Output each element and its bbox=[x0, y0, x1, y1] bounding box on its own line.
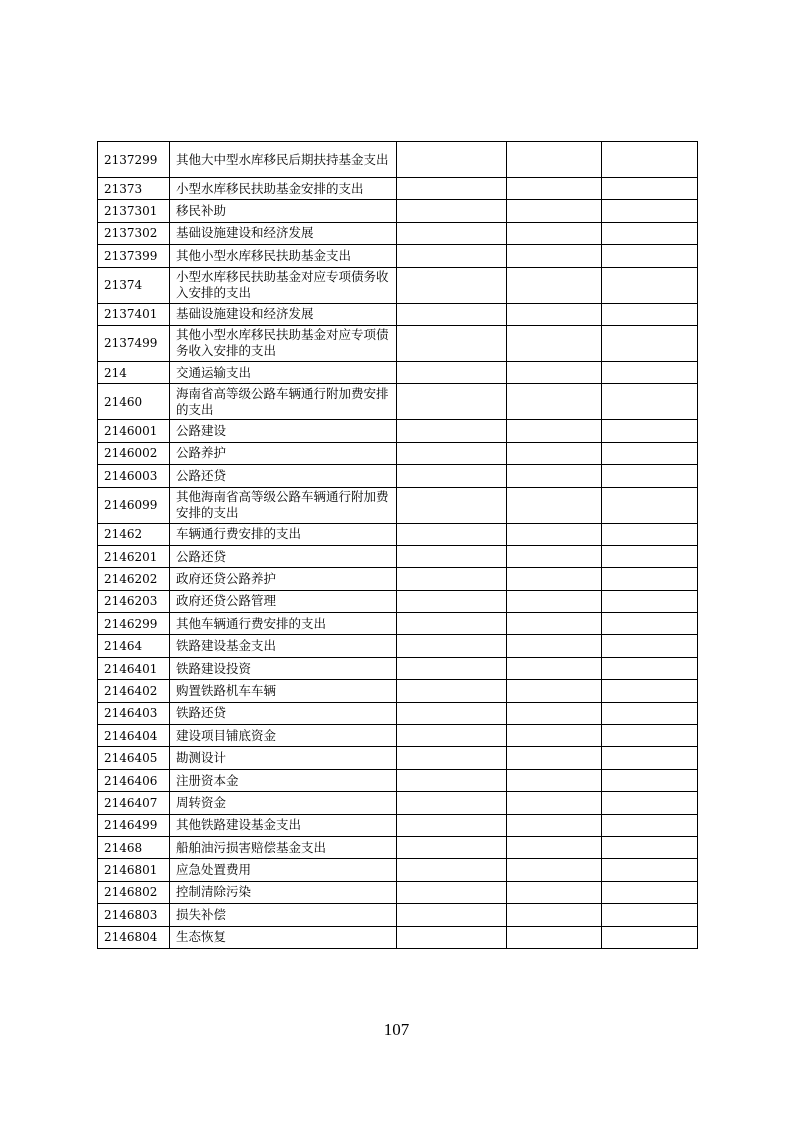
empty-cell bbox=[602, 384, 698, 420]
row-name: 政府还贷公路养护 bbox=[170, 568, 397, 590]
empty-cell bbox=[507, 657, 602, 679]
row-name: 购置铁路机车车辆 bbox=[170, 680, 397, 702]
empty-cell bbox=[602, 769, 698, 791]
row-name: 船舶油污损害赔偿基金支出 bbox=[170, 836, 397, 858]
row-name: 交通运输支出 bbox=[170, 361, 397, 383]
row-code: 2146401 bbox=[98, 657, 170, 679]
table-row bbox=[98, 769, 698, 791]
row-name: 其他小型水库移民扶助基金对应专项债务收入安排的支出 bbox=[170, 325, 397, 361]
table-row bbox=[98, 142, 698, 178]
row-name: 基础设施建设和经济发展 bbox=[170, 222, 397, 244]
empty-cell bbox=[397, 568, 507, 590]
row-name: 小型水库移民扶助基金安排的支出 bbox=[170, 178, 397, 200]
empty-cell bbox=[602, 904, 698, 926]
table-row bbox=[98, 384, 698, 420]
empty-cell bbox=[397, 590, 507, 612]
row-code: 21468 bbox=[98, 836, 170, 858]
empty-cell bbox=[507, 747, 602, 769]
row-code: 2137301 bbox=[98, 200, 170, 222]
row-name: 勘测设计 bbox=[170, 747, 397, 769]
empty-cell bbox=[602, 361, 698, 383]
row-code: 2137499 bbox=[98, 325, 170, 361]
row-code: 2146201 bbox=[98, 545, 170, 567]
empty-cell bbox=[397, 487, 507, 523]
table-row bbox=[98, 222, 698, 244]
row-code: 2146405 bbox=[98, 747, 170, 769]
row-code: 21464 bbox=[98, 635, 170, 657]
empty-cell bbox=[507, 725, 602, 747]
row-name: 公路养护 bbox=[170, 442, 397, 464]
row-code: 2146404 bbox=[98, 725, 170, 747]
row-name: 其他铁路建设基金支出 bbox=[170, 814, 397, 836]
table-row bbox=[98, 859, 698, 881]
empty-cell bbox=[507, 523, 602, 545]
empty-cell bbox=[507, 420, 602, 442]
row-code: 21462 bbox=[98, 523, 170, 545]
row-code: 2137299 bbox=[98, 142, 170, 178]
row-code: 2146801 bbox=[98, 859, 170, 881]
empty-cell bbox=[602, 657, 698, 679]
row-name: 控制清除污染 bbox=[170, 881, 397, 903]
table-body bbox=[98, 142, 698, 949]
empty-cell bbox=[602, 680, 698, 702]
empty-cell bbox=[507, 303, 602, 325]
empty-cell bbox=[507, 325, 602, 361]
empty-cell bbox=[507, 267, 602, 303]
row-code: 2146804 bbox=[98, 926, 170, 948]
empty-cell bbox=[602, 487, 698, 523]
empty-cell bbox=[397, 523, 507, 545]
empty-cell bbox=[602, 814, 698, 836]
row-code: 2146802 bbox=[98, 881, 170, 903]
row-name: 移民补助 bbox=[170, 200, 397, 222]
empty-cell bbox=[507, 384, 602, 420]
empty-cell bbox=[602, 702, 698, 724]
empty-cell bbox=[602, 200, 698, 222]
empty-cell bbox=[507, 859, 602, 881]
empty-cell bbox=[507, 680, 602, 702]
row-name: 注册资本金 bbox=[170, 769, 397, 791]
empty-cell bbox=[507, 361, 602, 383]
row-code: 2146003 bbox=[98, 465, 170, 487]
table-row bbox=[98, 904, 698, 926]
row-name: 小型水库移民扶助基金对应专项债务收入安排的支出 bbox=[170, 267, 397, 303]
empty-cell bbox=[507, 926, 602, 948]
row-code: 2146402 bbox=[98, 680, 170, 702]
empty-cell bbox=[397, 303, 507, 325]
table-row bbox=[98, 361, 698, 383]
row-name: 生态恢复 bbox=[170, 926, 397, 948]
empty-cell bbox=[602, 792, 698, 814]
empty-cell bbox=[397, 200, 507, 222]
empty-cell bbox=[397, 361, 507, 383]
row-name: 公路建设 bbox=[170, 420, 397, 442]
empty-cell bbox=[397, 747, 507, 769]
empty-cell bbox=[397, 442, 507, 464]
empty-cell bbox=[602, 613, 698, 635]
table-row bbox=[98, 590, 698, 612]
empty-cell bbox=[602, 635, 698, 657]
empty-cell bbox=[397, 725, 507, 747]
empty-cell bbox=[507, 465, 602, 487]
empty-cell bbox=[602, 245, 698, 267]
empty-cell bbox=[602, 568, 698, 590]
empty-cell bbox=[602, 881, 698, 903]
table-row bbox=[98, 792, 698, 814]
empty-cell bbox=[507, 836, 602, 858]
row-code: 21373 bbox=[98, 178, 170, 200]
empty-cell bbox=[397, 814, 507, 836]
empty-cell bbox=[507, 881, 602, 903]
table-row bbox=[98, 702, 698, 724]
row-name: 公路还贷 bbox=[170, 465, 397, 487]
empty-cell bbox=[507, 142, 602, 178]
empty-cell bbox=[602, 836, 698, 858]
table-row bbox=[98, 613, 698, 635]
row-code: 2146002 bbox=[98, 442, 170, 464]
empty-cell bbox=[397, 836, 507, 858]
empty-cell bbox=[507, 545, 602, 567]
row-code: 2146299 bbox=[98, 613, 170, 635]
empty-cell bbox=[397, 222, 507, 244]
row-code: 2146403 bbox=[98, 702, 170, 724]
row-name: 其他小型水库移民扶助基金支出 bbox=[170, 245, 397, 267]
table-row bbox=[98, 487, 698, 523]
row-code: 2146099 bbox=[98, 487, 170, 523]
empty-cell bbox=[397, 245, 507, 267]
row-name: 其他车辆通行费安排的支出 bbox=[170, 613, 397, 635]
empty-cell bbox=[397, 384, 507, 420]
empty-cell bbox=[397, 420, 507, 442]
row-name: 政府还贷公路管理 bbox=[170, 590, 397, 612]
row-name: 建设项目铺底资金 bbox=[170, 725, 397, 747]
empty-cell bbox=[602, 267, 698, 303]
empty-cell bbox=[602, 859, 698, 881]
empty-cell bbox=[507, 245, 602, 267]
row-code: 2137401 bbox=[98, 303, 170, 325]
table-row bbox=[98, 442, 698, 464]
table-row bbox=[98, 545, 698, 567]
empty-cell bbox=[602, 420, 698, 442]
row-code: 21460 bbox=[98, 384, 170, 420]
row-name: 铁路建设投资 bbox=[170, 657, 397, 679]
row-name: 其他大中型水库移民后期扶持基金支出 bbox=[170, 142, 397, 178]
table-row bbox=[98, 635, 698, 657]
empty-cell bbox=[602, 465, 698, 487]
empty-cell bbox=[602, 725, 698, 747]
row-name: 铁路还贷 bbox=[170, 702, 397, 724]
empty-cell bbox=[397, 769, 507, 791]
page-number: 107 bbox=[383, 1020, 410, 1039]
row-code: 21374 bbox=[98, 267, 170, 303]
empty-cell bbox=[507, 635, 602, 657]
empty-cell bbox=[397, 325, 507, 361]
empty-cell bbox=[397, 657, 507, 679]
table-row bbox=[98, 836, 698, 858]
empty-cell bbox=[507, 487, 602, 523]
row-code: 214 bbox=[98, 361, 170, 383]
empty-cell bbox=[397, 792, 507, 814]
row-code: 2146203 bbox=[98, 590, 170, 612]
empty-cell bbox=[602, 747, 698, 769]
empty-cell bbox=[397, 881, 507, 903]
table-row bbox=[98, 267, 698, 303]
empty-cell bbox=[602, 142, 698, 178]
row-name: 损失补偿 bbox=[170, 904, 397, 926]
empty-cell bbox=[602, 590, 698, 612]
empty-cell bbox=[602, 926, 698, 948]
empty-cell bbox=[397, 859, 507, 881]
row-name: 海南省高等级公路车辆通行附加费安排的支出 bbox=[170, 384, 397, 420]
empty-cell bbox=[602, 222, 698, 244]
row-name: 铁路建设基金支出 bbox=[170, 635, 397, 657]
empty-cell bbox=[507, 769, 602, 791]
empty-cell bbox=[507, 814, 602, 836]
row-code: 2146406 bbox=[98, 769, 170, 791]
empty-cell bbox=[507, 702, 602, 724]
table-row bbox=[98, 178, 698, 200]
row-name: 车辆通行费安排的支出 bbox=[170, 523, 397, 545]
budget-table bbox=[97, 141, 698, 949]
row-name: 周转资金 bbox=[170, 792, 397, 814]
table-row bbox=[98, 523, 698, 545]
row-code: 2137399 bbox=[98, 245, 170, 267]
empty-cell bbox=[397, 142, 507, 178]
row-name: 其他海南省高等级公路车辆通行附加费安排的支出 bbox=[170, 487, 397, 523]
row-code: 2137302 bbox=[98, 222, 170, 244]
empty-cell bbox=[602, 545, 698, 567]
empty-cell bbox=[507, 222, 602, 244]
empty-cell bbox=[397, 465, 507, 487]
empty-cell bbox=[507, 200, 602, 222]
empty-cell bbox=[507, 178, 602, 200]
empty-cell bbox=[507, 904, 602, 926]
table-row bbox=[98, 420, 698, 442]
row-name: 应急处置费用 bbox=[170, 859, 397, 881]
table-row bbox=[98, 657, 698, 679]
row-code: 2146803 bbox=[98, 904, 170, 926]
row-code: 2146001 bbox=[98, 420, 170, 442]
empty-cell bbox=[602, 303, 698, 325]
table-row bbox=[98, 568, 698, 590]
table-row bbox=[98, 725, 698, 747]
empty-cell bbox=[602, 523, 698, 545]
row-code: 2146407 bbox=[98, 792, 170, 814]
table-row bbox=[98, 881, 698, 903]
empty-cell bbox=[602, 442, 698, 464]
empty-cell bbox=[507, 613, 602, 635]
table-row bbox=[98, 680, 698, 702]
table-row bbox=[98, 465, 698, 487]
empty-cell bbox=[507, 590, 602, 612]
empty-cell bbox=[602, 325, 698, 361]
row-name: 公路还贷 bbox=[170, 545, 397, 567]
empty-cell bbox=[507, 792, 602, 814]
empty-cell bbox=[397, 635, 507, 657]
table-row bbox=[98, 747, 698, 769]
empty-cell bbox=[397, 613, 507, 635]
row-code: 2146499 bbox=[98, 814, 170, 836]
empty-cell bbox=[397, 702, 507, 724]
empty-cell bbox=[507, 568, 602, 590]
table-row bbox=[98, 814, 698, 836]
row-name: 基础设施建设和经济发展 bbox=[170, 303, 397, 325]
row-code: 2146202 bbox=[98, 568, 170, 590]
table-row bbox=[98, 303, 698, 325]
empty-cell bbox=[397, 904, 507, 926]
empty-cell bbox=[397, 545, 507, 567]
table-row bbox=[98, 325, 698, 361]
table-row bbox=[98, 200, 698, 222]
table-row bbox=[98, 926, 698, 948]
empty-cell bbox=[397, 926, 507, 948]
empty-cell bbox=[397, 178, 507, 200]
empty-cell bbox=[397, 267, 507, 303]
table-row bbox=[98, 245, 698, 267]
empty-cell bbox=[397, 680, 507, 702]
empty-cell bbox=[507, 442, 602, 464]
empty-cell bbox=[602, 178, 698, 200]
